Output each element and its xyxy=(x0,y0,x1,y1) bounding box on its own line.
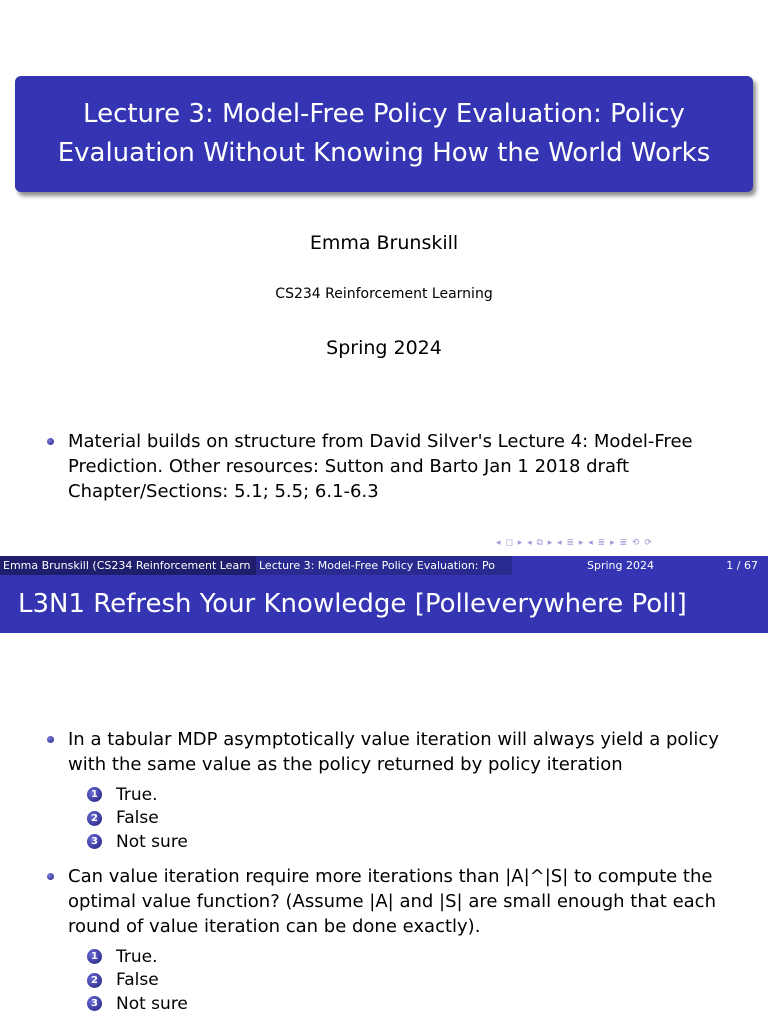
author-name: Emma Brunskill xyxy=(309,232,459,254)
question-2-options xyxy=(87,945,188,1016)
question-2-option-false[interactable] xyxy=(87,969,188,993)
number-2-icon: 2 xyxy=(87,811,102,826)
footer-author: Emma Brunskill (CS234 Reinforcement Learn xyxy=(0,556,256,575)
question-1 xyxy=(47,727,737,777)
footer-page-number: 1 / 67 xyxy=(726,559,758,572)
question-2-line-3: round of value iteration can be done exactly). xyxy=(68,916,481,937)
question-1-option-not-sure[interactable] xyxy=(87,830,188,854)
question-1-option-false[interactable] xyxy=(87,807,188,831)
materials-bullet xyxy=(47,429,737,504)
question-1-line-2: with the same value as the policy returned by policy iteration xyxy=(68,754,623,775)
number-1-icon: 1 xyxy=(87,949,102,964)
number-3-icon: 3 xyxy=(87,996,102,1011)
option-label: False xyxy=(116,970,159,991)
lecture-title-line-1: Lecture 3: Model-Free Policy Evaluation: Policy xyxy=(83,99,685,129)
question-1-options xyxy=(87,783,188,854)
option-label: Not sure xyxy=(116,831,188,852)
bullet-icon xyxy=(47,873,54,880)
navigation-symbols[interactable]: ◂ ◻ ▸ ◂ ⧉ ▸ ◂ ≣ ▸ ◂ ≣ ▸ ≣ ⟲ ⟳ xyxy=(496,538,653,548)
number-2-icon: 2 xyxy=(87,973,102,988)
footer-bar xyxy=(0,556,768,575)
footer-date: Spring 2024 xyxy=(587,559,654,572)
materials-text xyxy=(68,429,693,504)
option-label: False xyxy=(116,808,159,829)
number-3-icon: 3 xyxy=(87,834,102,849)
slide2-frametitle: L3N1 Refresh Your Knowledge [Polleverywhere Poll] xyxy=(0,575,768,633)
lecture-date: Spring 2024 xyxy=(326,337,442,359)
question-1-line-1: In a tabular MDP asymptotically value iteration will always yield a policy xyxy=(68,729,719,750)
question-2-option-true[interactable] xyxy=(87,945,188,969)
materials-text-line-1: Material builds on structure from David Silver's Lecture 4: Model-Free xyxy=(68,431,693,452)
option-label: Not sure xyxy=(116,993,188,1014)
number-1-icon: 1 xyxy=(87,787,102,802)
lecture-title-line-2: Evaluation Without Knowing How the World Works xyxy=(57,138,711,168)
question-2-text xyxy=(68,864,716,939)
course-name: CS234 Reinforcement Learning xyxy=(275,286,493,302)
materials-text-line-2: Prediction. Other resources: Sutton and Barto Jan 1 2018 draft xyxy=(68,456,630,477)
footer-title: Lecture 3: Model-Free Policy Evaluation: Po xyxy=(256,556,512,575)
question-2 xyxy=(47,864,737,939)
question-2-option-not-sure[interactable] xyxy=(87,992,188,1016)
question-1-option-true[interactable] xyxy=(87,783,188,807)
question-1-text xyxy=(68,727,719,777)
question-2-line-2: optimal value function? (Assume |A| and |S| are small enough that each xyxy=(68,891,716,912)
option-label: True. xyxy=(116,946,158,967)
materials-text-line-3: Chapter/Sections: 5.1; 5.5; 6.1-6.3 xyxy=(68,481,379,502)
title-block xyxy=(15,76,753,192)
footer-date-page xyxy=(512,556,768,575)
bullet-icon xyxy=(47,736,54,743)
question-2-line-1: Can value iteration require more iterations than |A|^|S| to compute the xyxy=(68,866,713,887)
lecture-title xyxy=(38,95,731,173)
option-label: True. xyxy=(116,784,158,805)
bullet-icon xyxy=(47,438,54,445)
